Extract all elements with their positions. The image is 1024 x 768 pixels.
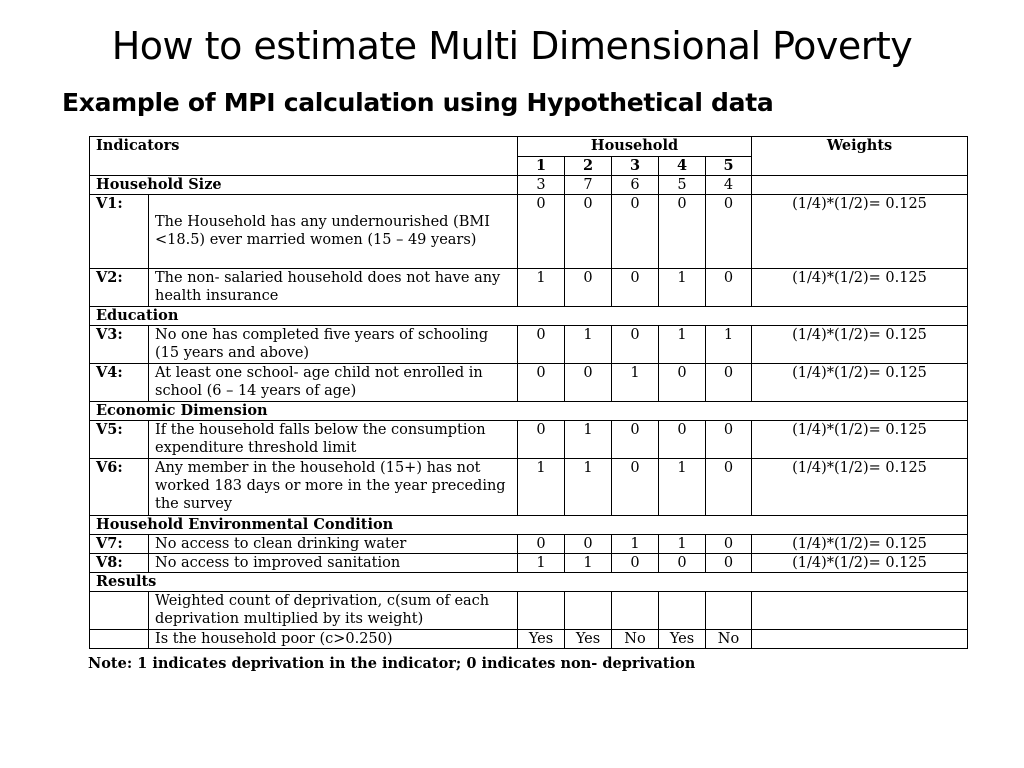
household-size-value: 3	[518, 176, 565, 195]
indicator-row-v2	[90, 269, 968, 307]
deprivation-value: 0	[706, 535, 752, 554]
household-number: 1	[518, 157, 565, 176]
indicator-weight: (1/4)*(1/2)= 0.125	[752, 269, 968, 307]
section-heading: Results	[90, 573, 968, 592]
deprivation-value: 1	[659, 326, 706, 364]
deprivation-value: 1	[565, 421, 612, 459]
deprivation-value: 0	[518, 326, 565, 364]
indicator-code: V4:	[90, 364, 149, 402]
section-heading: Education	[90, 307, 968, 326]
indicator-weight: (1/4)*(1/2)= 0.125	[752, 554, 968, 573]
poor-status-value: Yes	[565, 630, 612, 649]
indicator-row-v5	[90, 421, 968, 459]
indicator-description: If the household falls below the consumption expenditure threshold limit	[149, 421, 518, 459]
deprivation-value: 0	[706, 459, 752, 516]
deprivation-value: 1	[612, 364, 659, 402]
indicator-code: V5:	[90, 421, 149, 459]
deprivation-value: 1	[612, 535, 659, 554]
indicator-code: V3:	[90, 326, 149, 364]
deprivation-value: 0	[659, 554, 706, 573]
indicator-weight: (1/4)*(1/2)= 0.125	[752, 421, 968, 459]
indicator-code: V2:	[90, 269, 149, 307]
deprivation-value: 0	[659, 421, 706, 459]
deprivation-value: 0	[565, 269, 612, 307]
indicator-description: No access to improved sanitation	[149, 554, 518, 573]
household-size-row	[90, 176, 968, 195]
weighted-count-label: Weighted count of deprivation, c(sum of each deprivation multiplied by its weight)	[149, 592, 518, 630]
section-row-environment	[90, 516, 968, 535]
household-size-value: 6	[612, 176, 659, 195]
deprivation-value: 1	[518, 269, 565, 307]
indicator-description: The non- salaried household does not have any health insurance	[149, 269, 518, 307]
indicator-description: Any member in the household (15+) has not worked 183 days or more in the year preceding the survey	[149, 459, 518, 516]
indicator-row-v4	[90, 364, 968, 402]
poor-status-value: Yes	[659, 630, 706, 649]
weighted-count-row	[90, 592, 968, 630]
deprivation-value: 0	[612, 421, 659, 459]
deprivation-value: 1	[659, 535, 706, 554]
indicator-row-v8	[90, 554, 968, 573]
household-size-value: 7	[565, 176, 612, 195]
deprivation-value: 1	[518, 459, 565, 516]
indicator-weight: (1/4)*(1/2)= 0.125	[752, 326, 968, 364]
indicators-header: Indicators	[90, 137, 518, 176]
poor-status-value: No	[706, 630, 752, 649]
household-header: Household	[518, 137, 752, 157]
deprivation-value: 0	[659, 364, 706, 402]
indicator-description: No one has completed five years of schooling (15 years and above)	[149, 326, 518, 364]
slide-subtitle: Example of MPI calculation using Hypothetical data	[62, 88, 774, 117]
deprivation-value: 0	[706, 554, 752, 573]
deprivation-value: 0	[706, 269, 752, 307]
deprivation-value: 1	[565, 459, 612, 516]
deprivation-value: 0	[612, 554, 659, 573]
deprivation-value: 0	[706, 364, 752, 402]
poor-status-value: No	[612, 630, 659, 649]
section-row-economic	[90, 402, 968, 421]
indicator-code: V6:	[90, 459, 149, 516]
table-note: Note: 1 indicates deprivation in the indicator; 0 indicates non- deprivation	[88, 655, 696, 672]
indicator-code: V7:	[90, 535, 149, 554]
indicator-description: No access to clean drinking water	[149, 535, 518, 554]
indicator-code: V8:	[90, 554, 149, 573]
indicator-row-v7	[90, 535, 968, 554]
indicator-weight: (1/4)*(1/2)= 0.125	[752, 459, 968, 516]
indicator-row-v1	[90, 195, 968, 269]
poor-status-value: Yes	[518, 630, 565, 649]
deprivation-value: 0	[612, 326, 659, 364]
indicator-description: The Household has any undernourished (BMI <18.5) ever married women (15 – 49 years)	[155, 214, 490, 248]
deprivation-value: 1	[565, 326, 612, 364]
section-heading: Economic Dimension	[90, 402, 968, 421]
deprivation-value: 1	[659, 269, 706, 307]
indicator-row-v3	[90, 326, 968, 364]
indicator-code: V1:	[90, 195, 149, 269]
indicator-weight: (1/4)*(1/2)= 0.125	[752, 535, 968, 554]
deprivation-value: 1	[565, 554, 612, 573]
deprivation-value: 0	[659, 195, 706, 269]
household-number: 5	[706, 157, 752, 176]
section-row-education	[90, 307, 968, 326]
deprivation-value: 0	[612, 459, 659, 516]
deprivation-value: 0	[612, 269, 659, 307]
household-number: 2	[565, 157, 612, 176]
deprivation-value: 0	[565, 535, 612, 554]
deprivation-value: 0	[518, 195, 565, 269]
indicator-weight: (1/4)*(1/2)= 0.125	[752, 195, 968, 269]
poor-status-row	[90, 630, 968, 649]
section-row-results	[90, 573, 968, 592]
household-size-label: Household Size	[90, 176, 518, 195]
indicator-description: At least one school- age child not enrolled in school (6 – 14 years of age)	[149, 364, 518, 402]
deprivation-value: 0	[706, 421, 752, 459]
indicator-weight: (1/4)*(1/2)= 0.125	[752, 364, 968, 402]
deprivation-value: 0	[565, 364, 612, 402]
deprivation-value: 1	[706, 326, 752, 364]
deprivation-value: 1	[659, 459, 706, 516]
weights-header: Weights	[752, 137, 968, 176]
header-row	[90, 137, 968, 157]
slide-title: How to estimate Multi Dimensional Poverty	[111, 24, 913, 68]
household-number: 3	[612, 157, 659, 176]
deprivation-value: 0	[706, 195, 752, 269]
poor-status-label: Is the household poor (c>0.250)	[149, 630, 518, 649]
deprivation-value: 1	[518, 554, 565, 573]
section-heading: Household Environmental Condition	[90, 516, 968, 535]
mpi-table	[89, 136, 968, 649]
deprivation-value: 0	[518, 421, 565, 459]
household-size-value: 4	[706, 176, 752, 195]
deprivation-value: 0	[518, 364, 565, 402]
deprivation-value: 0	[518, 535, 565, 554]
household-number: 4	[659, 157, 706, 176]
indicator-row-v6	[90, 459, 968, 516]
household-size-value: 5	[659, 176, 706, 195]
deprivation-value: 0	[612, 195, 659, 269]
deprivation-value: 0	[565, 195, 612, 269]
